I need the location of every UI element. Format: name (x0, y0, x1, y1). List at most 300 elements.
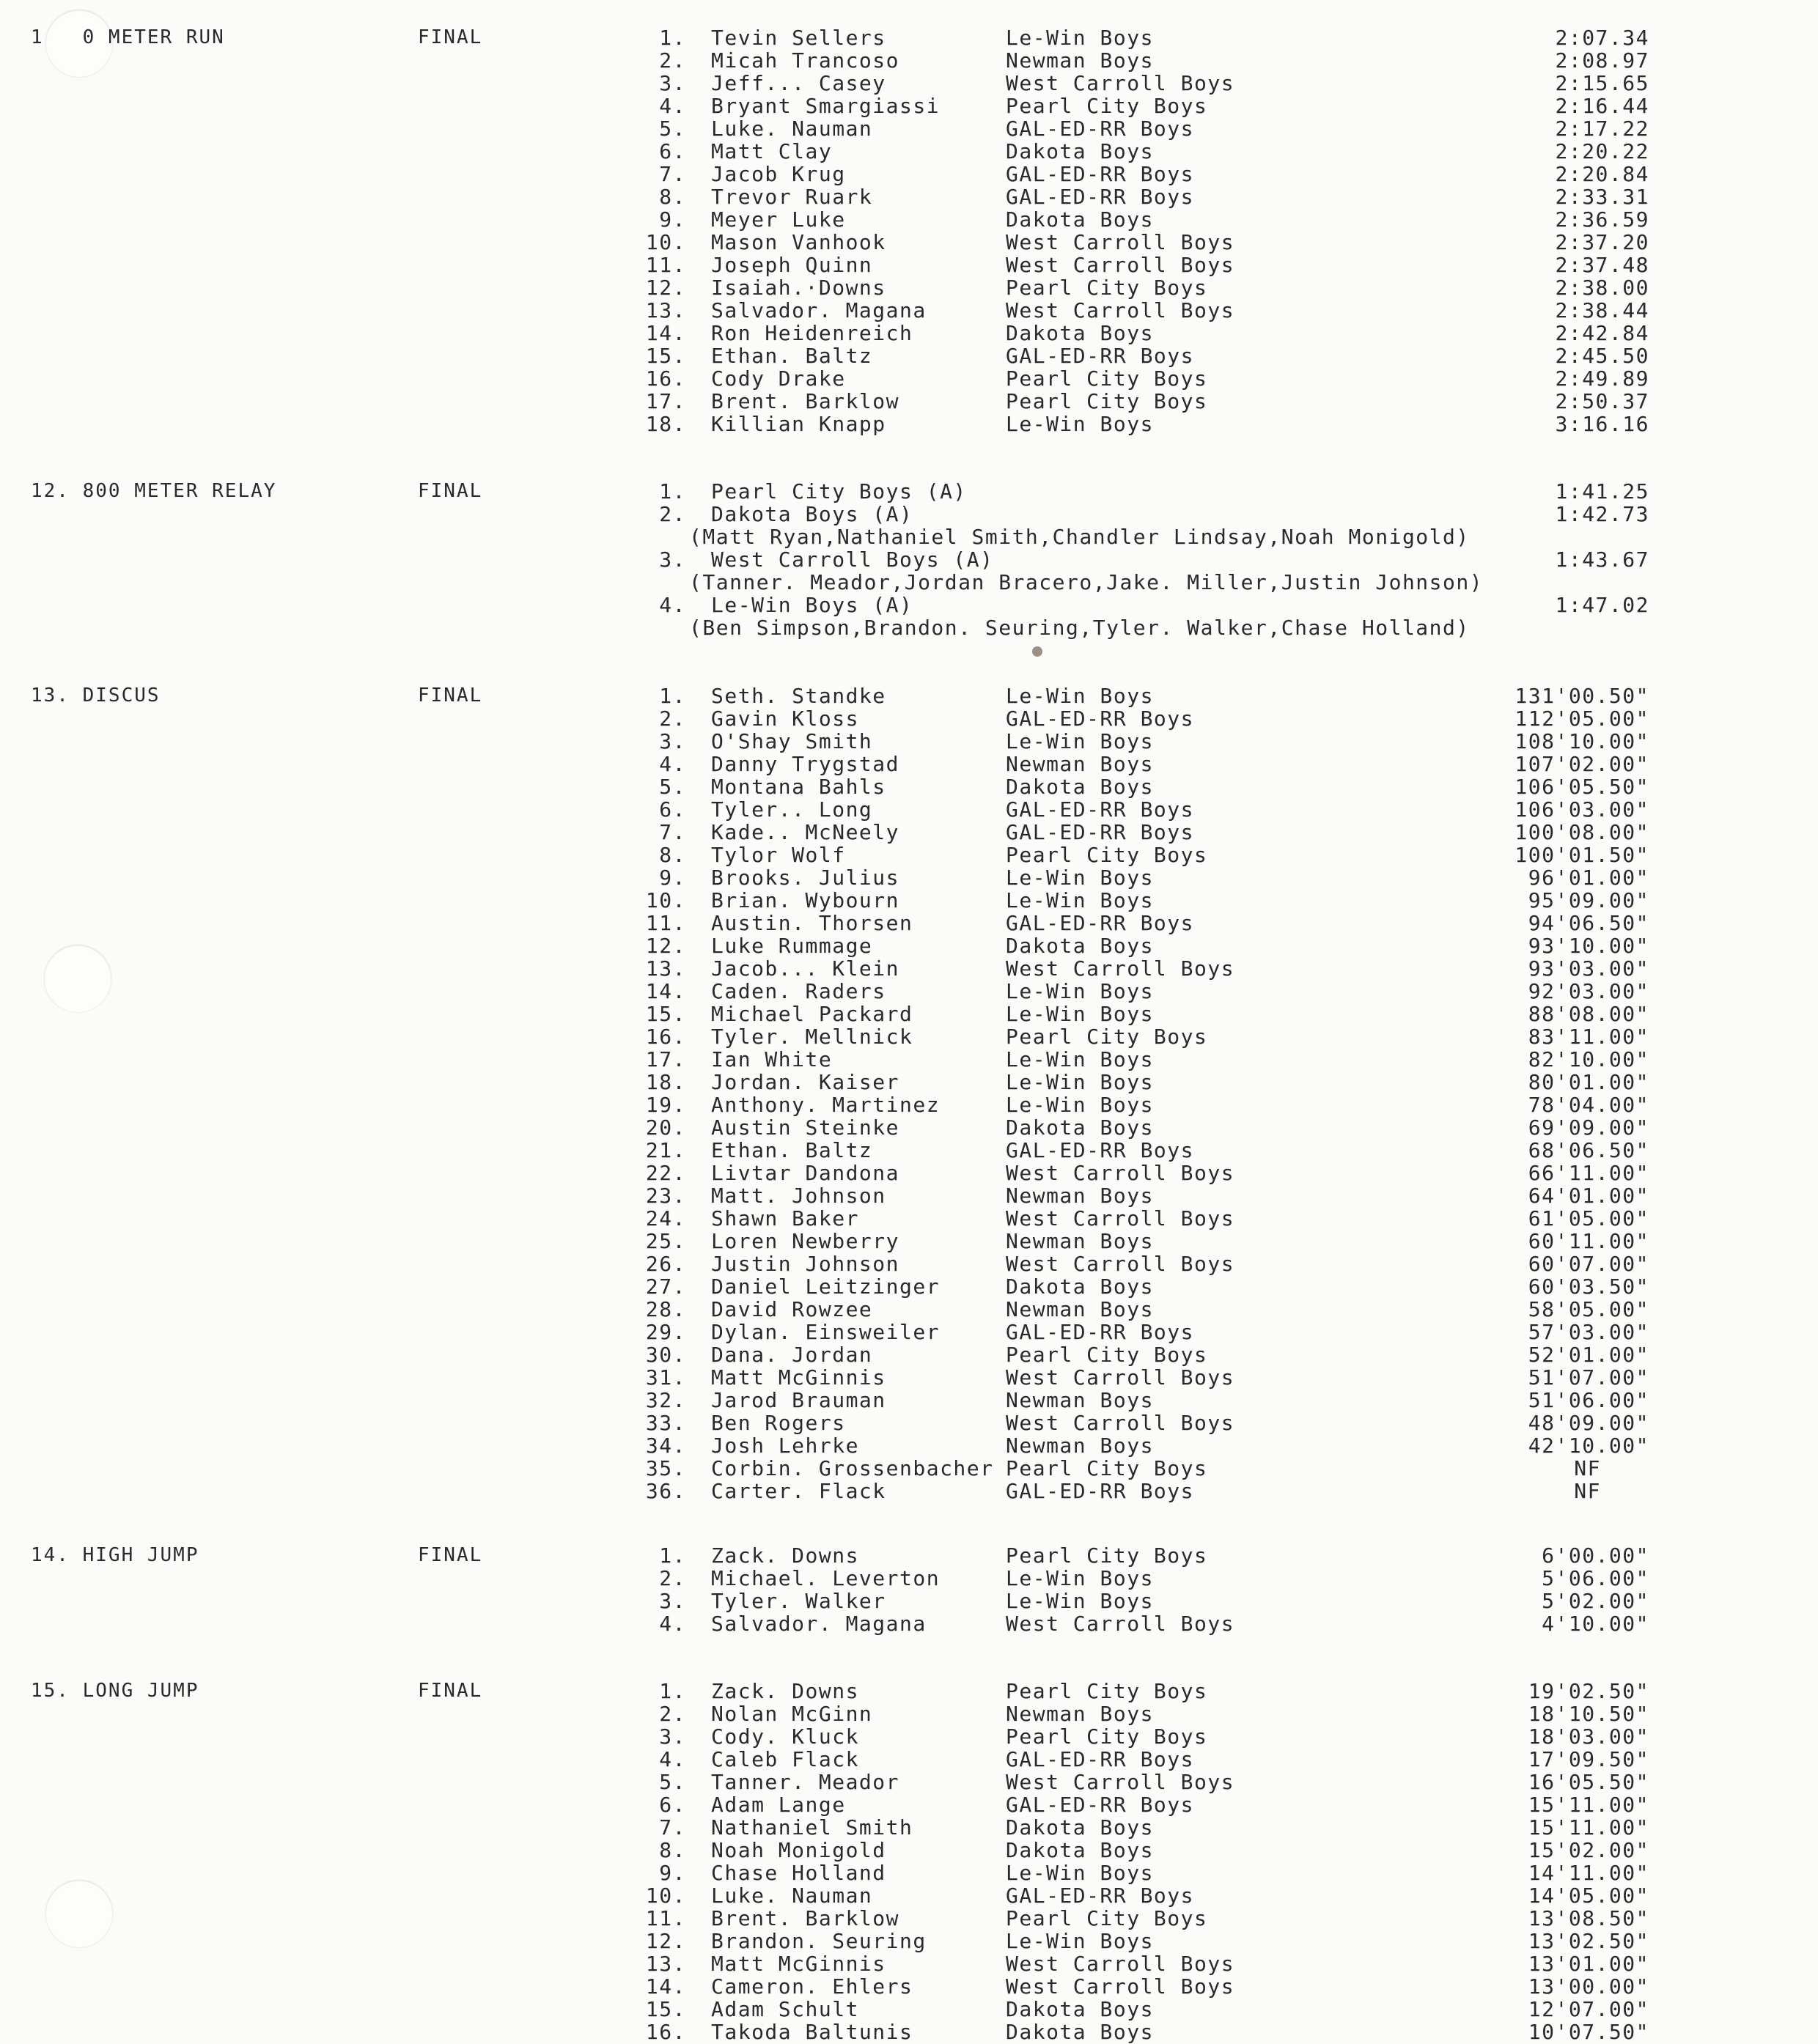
result-place: 30. (645, 1343, 686, 1367)
result-team: Pearl City Boys (1006, 1025, 1208, 1049)
result-row (0, 1412, 1818, 1434)
result-team: GAL-ED-RR Boys (1006, 1138, 1195, 1162)
result-name: Salvador. Magana (711, 1612, 927, 1636)
result-row (0, 1003, 1818, 1025)
result-mark: 2:45.50 (1555, 344, 1649, 368)
result-name: Adam Lange (711, 1793, 846, 1817)
result-mark: 13'01.00" (1528, 1952, 1649, 1976)
event-round: FINAL (418, 1544, 483, 1566)
result-place: 13. (645, 1952, 686, 1976)
result-row (0, 912, 1818, 934)
result-mark: 14'05.00" (1528, 1883, 1649, 1908)
result-mark: 2:36.59 (1555, 207, 1649, 232)
result-team: Dakota Boys (1006, 1274, 1154, 1299)
result-mark: 15'02.00" (1528, 1838, 1649, 1862)
result-place: 1. (659, 684, 686, 708)
result-mark: 60'11.00" (1528, 1229, 1649, 1253)
result-mark: 2:17.22 (1555, 117, 1649, 141)
result-team: Dakota Boys (1006, 1115, 1154, 1140)
relay-members: (Tanner. Meador,Jordan Bracero,Jake. Miller,Justin Johnson) (689, 570, 1484, 594)
result-team: West Carroll Boys (1006, 230, 1235, 254)
result-name: Tylor Wolf (711, 843, 846, 867)
result-row (0, 980, 1818, 1003)
result-team: Le-Win Boys (1006, 1093, 1154, 1117)
result-mark: 1:47.02 (1555, 593, 1649, 617)
result-row (0, 1907, 1818, 1930)
result-place: 7. (659, 820, 686, 844)
result-team: GAL-ED-RR Boys (1006, 185, 1195, 209)
result-team: GAL-ED-RR Boys (1006, 117, 1195, 141)
result-row (0, 1275, 1818, 1298)
result-row (0, 1952, 1818, 1975)
result-place: 14. (645, 1974, 686, 1999)
result-name: Brian. Wybourn (711, 888, 900, 912)
event-round: FINAL (418, 26, 483, 48)
result-place: 27. (645, 1274, 686, 1299)
result-team: Dakota Boys (1006, 321, 1154, 345)
result-row (0, 1139, 1818, 1162)
result-mark: 80'01.00" (1528, 1070, 1649, 1094)
result-row (0, 1816, 1818, 1839)
result-team: West Carroll Boys (1006, 1612, 1235, 1636)
result-place: 12. (645, 934, 686, 958)
result-row (0, 1590, 1818, 1612)
result-name: Zack. Downs (711, 1679, 859, 1703)
result-mark: 13'00.00" (1528, 1974, 1649, 1999)
result-row (0, 26, 1818, 49)
result-name: Joseph Quinn (711, 253, 873, 277)
result-team: Le-Win Boys (1006, 888, 1154, 912)
result-place: 17. (645, 1047, 686, 1071)
result-mark: 95'09.00" (1528, 888, 1649, 912)
result-team: GAL-ED-RR Boys (1006, 1320, 1195, 1344)
result-place: 15. (645, 1997, 686, 2021)
result-place: 1. (659, 1679, 686, 1703)
result-team: Dakota Boys (1006, 1997, 1154, 2021)
result-row (0, 140, 1818, 163)
result-row (0, 367, 1818, 390)
result-mark: 66'11.00" (1528, 1161, 1649, 1185)
result-name: Seth. Standke (711, 684, 886, 708)
result-team: Newman Boys (1006, 752, 1154, 776)
result-place: 25. (645, 1229, 686, 1253)
result-mark: 2:49.89 (1555, 366, 1649, 391)
result-row (0, 1048, 1818, 1071)
result-row (0, 1544, 1818, 1567)
result-place: 13. (645, 956, 686, 981)
result-team: West Carroll Boys (1006, 1365, 1235, 1390)
result-mark: 96'01.00" (1528, 866, 1649, 890)
result-row (0, 49, 1818, 72)
result-team: West Carroll Boys (1006, 1952, 1235, 1976)
result-name: Takoda Baltunis (711, 2020, 913, 2044)
result-mark: 88'08.00" (1528, 1002, 1649, 1026)
result-name: Cody. Kluck (711, 1724, 859, 1749)
result-place: 9. (659, 1861, 686, 1885)
result-row (0, 117, 1818, 140)
result-name: Tanner. Meador (711, 1770, 900, 1794)
result-mark: 106'03.00" (1515, 797, 1649, 822)
result-name: Luke Rummage (711, 934, 873, 958)
result-team: Le-Win Boys (1006, 1047, 1154, 1071)
result-mark: 17'09.50" (1528, 1747, 1649, 1771)
result-place: 1. (659, 26, 686, 50)
result-team: GAL-ED-RR Boys (1006, 820, 1195, 844)
result-name: Matt Clay (711, 139, 833, 163)
result-name: Tevin Sellers (711, 26, 886, 50)
result-team: West Carroll Boys (1006, 253, 1235, 277)
result-mark: 108'10.00" (1515, 729, 1649, 753)
result-team: Newman Boys (1006, 1388, 1154, 1412)
result-name: Micah Trancoso (711, 48, 900, 73)
result-team: Newman Boys (1006, 1184, 1154, 1208)
result-name: Michael. Leverton (711, 1566, 941, 1590)
result-row (0, 163, 1818, 185)
result-mark: 10'07.50" (1528, 2020, 1649, 2044)
result-mark: 112'05.00" (1515, 706, 1649, 731)
result-team: Le-Win Boys (1006, 1929, 1154, 1953)
result-mark: 2:16.44 (1555, 94, 1649, 118)
result-team: GAL-ED-RR Boys (1006, 1883, 1195, 1908)
result-name: Adam Schult (711, 1997, 859, 2021)
result-place: 6. (659, 139, 686, 163)
result-mark: 2:38.44 (1555, 298, 1649, 322)
result-mark: 18'03.00" (1528, 1724, 1649, 1749)
result-place: 16. (645, 1025, 686, 1049)
result-place: 11. (645, 253, 686, 277)
result-place: 5. (659, 1770, 686, 1794)
result-mark: 3:16.16 (1555, 412, 1649, 436)
result-place: 2. (659, 502, 686, 526)
result-mark: 82'10.00" (1528, 1047, 1649, 1071)
result-row (0, 1839, 1818, 1862)
result-place: 9. (659, 207, 686, 232)
result-place: 9. (659, 866, 686, 890)
result-mark: 1:41.25 (1555, 479, 1649, 503)
result-row (0, 1998, 1818, 2021)
result-mark: 51'07.00" (1528, 1365, 1649, 1390)
paper-speck (1032, 646, 1042, 657)
result-place: 29. (645, 1320, 686, 1344)
result-team: Pearl City Boys (1006, 1679, 1208, 1703)
result-name: Matt McGinnis (711, 1952, 886, 1976)
result-name: Le-Win Boys (A) (711, 593, 913, 617)
result-place: 4. (659, 1747, 686, 1771)
results-list (0, 685, 1818, 1502)
result-mark: 5'02.00" (1542, 1589, 1649, 1613)
result-team: Le-Win Boys (1006, 684, 1154, 708)
result-place: 1. (659, 1543, 686, 1568)
result-place: 21. (645, 1138, 686, 1162)
result-team: West Carroll Boys (1006, 1161, 1235, 1185)
result-mark: 6'00.00" (1542, 1543, 1649, 1568)
result-name: Brooks. Julius (711, 866, 900, 890)
result-place: 11. (645, 1906, 686, 1930)
result-name: Chase Holland (711, 1861, 886, 1885)
result-mark: 42'10.00" (1528, 1434, 1649, 1458)
result-row (0, 844, 1818, 866)
result-name: Anthony. Martinez (711, 1093, 941, 1117)
result-mark: 107'02.00" (1515, 752, 1649, 776)
result-mark: 48'09.00" (1528, 1411, 1649, 1435)
result-place: 14. (645, 321, 686, 345)
result-row (0, 1434, 1818, 1457)
result-team: GAL-ED-RR Boys (1006, 706, 1195, 731)
result-row (0, 299, 1818, 322)
result-row (0, 1612, 1818, 1635)
result-row (0, 1771, 1818, 1793)
results-list (0, 26, 1818, 435)
result-team: Dakota Boys (1006, 1838, 1154, 1862)
result-mark: 19'02.50" (1528, 1679, 1649, 1703)
result-place: 13. (645, 298, 686, 322)
result-row (0, 866, 1818, 889)
result-row (0, 957, 1818, 980)
result-name: Justin Johnson (711, 1252, 900, 1276)
result-team: Le-Win Boys (1006, 1861, 1154, 1885)
result-row (0, 1680, 1818, 1702)
result-place: 36. (645, 1479, 686, 1503)
result-name: Luke. Nauman (711, 117, 873, 141)
result-row (0, 775, 1818, 798)
result-place: 31. (645, 1365, 686, 1390)
result-place: 19. (645, 1093, 686, 1117)
result-place: 12. (645, 1929, 686, 1953)
result-team: Pearl City Boys (1006, 389, 1208, 413)
result-mark: 57'03.00" (1528, 1320, 1649, 1344)
result-row (0, 1343, 1818, 1366)
result-row (0, 730, 1818, 753)
result-mark: 14'11.00" (1528, 1861, 1649, 1885)
result-row (0, 1298, 1818, 1321)
result-name: Dakota Boys (A) (711, 502, 913, 526)
relay-members-row (0, 616, 1818, 639)
result-row (0, 254, 1818, 276)
result-mark: 2:20.22 (1555, 139, 1649, 163)
result-row (0, 1162, 1818, 1184)
result-name: Austin Steinke (711, 1115, 900, 1140)
result-name: Tyler.. Long (711, 797, 873, 822)
result-mark: 5'06.00" (1542, 1566, 1649, 1590)
result-mark: 69'09.00" (1528, 1115, 1649, 1140)
result-place: 34. (645, 1434, 686, 1458)
result-name: Dylan. Einsweiler (711, 1320, 941, 1344)
result-row (0, 889, 1818, 912)
result-place: 15. (645, 344, 686, 368)
result-team: Dakota Boys (1006, 139, 1154, 163)
result-place: 26. (645, 1252, 686, 1276)
result-name: Salvador. Magana (711, 298, 927, 322)
result-team: Le-Win Boys (1006, 26, 1154, 50)
result-row (0, 1702, 1818, 1725)
result-name: Shawn Baker (711, 1206, 859, 1231)
result-place: 2. (659, 706, 686, 731)
result-place: 10. (645, 888, 686, 912)
result-place: 3. (659, 729, 686, 753)
result-place: 3. (659, 547, 686, 572)
result-place: 2. (659, 48, 686, 73)
result-place: 32. (645, 1388, 686, 1412)
result-row (0, 685, 1818, 707)
result-place: 18. (645, 1070, 686, 1094)
result-team: GAL-ED-RR Boys (1006, 797, 1195, 822)
event-title: 14. HIGH JUMP (31, 1544, 199, 1566)
result-team: Pearl City Boys (1006, 1543, 1208, 1568)
event-round: FINAL (418, 685, 483, 706)
result-team: Newman Boys (1006, 1434, 1154, 1458)
result-name: Loren Newberry (711, 1229, 900, 1253)
result-mark: 1:43.67 (1555, 547, 1649, 572)
result-mark: 51'06.00" (1528, 1388, 1649, 1412)
result-team: Dakota Boys (1006, 934, 1154, 958)
result-mark: 93'10.00" (1528, 934, 1649, 958)
result-mark: 18'10.50" (1528, 1702, 1649, 1726)
result-name: O'Shay Smith (711, 729, 873, 753)
result-team: Le-Win Boys (1006, 1566, 1154, 1590)
result-place: 11. (645, 911, 686, 935)
result-row (0, 1457, 1818, 1480)
result-mark: 78'04.00" (1528, 1093, 1649, 1117)
result-row (0, 1793, 1818, 1816)
result-name: Jordan. Kaiser (711, 1070, 900, 1094)
result-mark: 2:20.84 (1555, 162, 1649, 186)
result-name: Dana. Jordan (711, 1343, 873, 1367)
result-mark: 2:50.37 (1555, 389, 1649, 413)
result-team: Pearl City Boys (1006, 1456, 1208, 1480)
relay-members: (Matt Ryan,Nathaniel Smith,Chandler Lindsay,Noah Monigold) (689, 525, 1470, 549)
result-place: 16. (645, 2020, 686, 2044)
result-row (0, 1725, 1818, 1748)
result-row (0, 1862, 1818, 1884)
result-place: 3. (659, 1724, 686, 1749)
result-name: Ben Rogers (711, 1411, 846, 1435)
result-name: Jeff... Casey (711, 71, 886, 95)
result-row (0, 1025, 1818, 1048)
result-name: Daniel Leitzinger (711, 1274, 941, 1299)
result-name: Luke. Nauman (711, 1883, 873, 1908)
result-team: Le-Win Boys (1006, 979, 1154, 1003)
result-name: Tyler. Mellnick (711, 1025, 913, 1049)
relay-members-row (0, 525, 1818, 548)
result-row (0, 185, 1818, 208)
result-mark: 100'01.50" (1515, 843, 1649, 867)
result-team: Newman Boys (1006, 1297, 1154, 1321)
result-team: West Carroll Boys (1006, 1206, 1235, 1231)
result-name: Kade.. McNeely (711, 820, 900, 844)
result-row (0, 548, 1818, 571)
result-place: 4. (659, 94, 686, 118)
result-team: Dakota Boys (1006, 775, 1154, 799)
result-row (0, 1884, 1818, 1907)
result-row (0, 753, 1818, 775)
result-row (0, 1321, 1818, 1343)
result-name: Meyer Luke (711, 207, 846, 232)
result-name: Corbin. Grossenbacher (711, 1456, 994, 1480)
result-row (0, 1975, 1818, 1998)
result-place: 16. (645, 366, 686, 391)
result-team: Le-Win Boys (1006, 729, 1154, 753)
result-team: Pearl City Boys (1006, 366, 1208, 391)
result-name: Matt. Johnson (711, 1184, 886, 1208)
result-row (0, 934, 1818, 957)
result-team: West Carroll Boys (1006, 956, 1235, 981)
result-place: 7. (659, 162, 686, 186)
result-name: Jacob Krug (711, 162, 846, 186)
result-row (0, 821, 1818, 844)
result-place: 6. (659, 797, 686, 822)
result-place: 3. (659, 71, 686, 95)
result-mark: 93'03.00" (1528, 956, 1649, 981)
result-mark: 1:42.73 (1555, 502, 1649, 526)
result-team: West Carroll Boys (1006, 298, 1235, 322)
result-team: Newman Boys (1006, 1702, 1154, 1726)
result-row (0, 1567, 1818, 1590)
result-mark: 2:37.20 (1555, 230, 1649, 254)
result-name: Brent. Barklow (711, 389, 900, 413)
result-place: 2. (659, 1566, 686, 1590)
result-row (0, 1930, 1818, 1952)
result-name: Michael Packard (711, 1002, 913, 1026)
results-list (0, 480, 1818, 639)
result-team: West Carroll Boys (1006, 1770, 1235, 1794)
result-place: 4. (659, 593, 686, 617)
result-team: West Carroll Boys (1006, 1974, 1235, 1999)
result-row (0, 1366, 1818, 1389)
result-team: Pearl City Boys (1006, 843, 1208, 867)
event-round: FINAL (418, 480, 483, 502)
result-row (0, 390, 1818, 413)
result-team: Dakota Boys (1006, 1815, 1154, 1840)
result-mark: 2:07.34 (1555, 26, 1649, 50)
result-mark: 52'01.00" (1528, 1343, 1649, 1367)
result-team: Le-Win Boys (1006, 1002, 1154, 1026)
result-row (0, 208, 1818, 231)
result-name: Montana Bahls (711, 775, 886, 799)
event-title: 1 0 METER RUN (31, 26, 225, 48)
result-mark: 94'06.50" (1528, 911, 1649, 935)
result-place: 5. (659, 117, 686, 141)
result-row (0, 2021, 1818, 2043)
result-name: Pearl City Boys (A) (711, 479, 967, 503)
result-row (0, 231, 1818, 254)
result-place: 8. (659, 185, 686, 209)
result-place: 8. (659, 843, 686, 867)
result-place: 3. (659, 1589, 686, 1613)
result-row (0, 95, 1818, 117)
result-name: Tyler. Walker (711, 1589, 886, 1613)
result-mark: 100'08.00" (1515, 820, 1649, 844)
result-team: West Carroll Boys (1006, 1411, 1235, 1435)
result-row (0, 594, 1818, 616)
event-title: 15. LONG JUMP (31, 1680, 199, 1702)
result-name: Gavin Kloss (711, 706, 859, 731)
result-row (0, 1480, 1818, 1502)
result-mark: 16'05.50" (1528, 1770, 1649, 1794)
result-place: 18. (645, 412, 686, 436)
result-place: 4. (659, 1612, 686, 1636)
result-mark: NF (1574, 1479, 1601, 1503)
result-name: Ron Heidenreich (711, 321, 913, 345)
result-name: Nolan McGinn (711, 1702, 873, 1726)
result-mark: 2:08.97 (1555, 48, 1649, 73)
result-place: 22. (645, 1161, 686, 1185)
result-mark: 15'11.00" (1528, 1793, 1649, 1817)
result-team: Le-Win Boys (1006, 412, 1154, 436)
result-mark: 83'11.00" (1528, 1025, 1649, 1049)
result-row (0, 1207, 1818, 1230)
result-name: Mason Vanhook (711, 230, 886, 254)
result-row (0, 276, 1818, 299)
